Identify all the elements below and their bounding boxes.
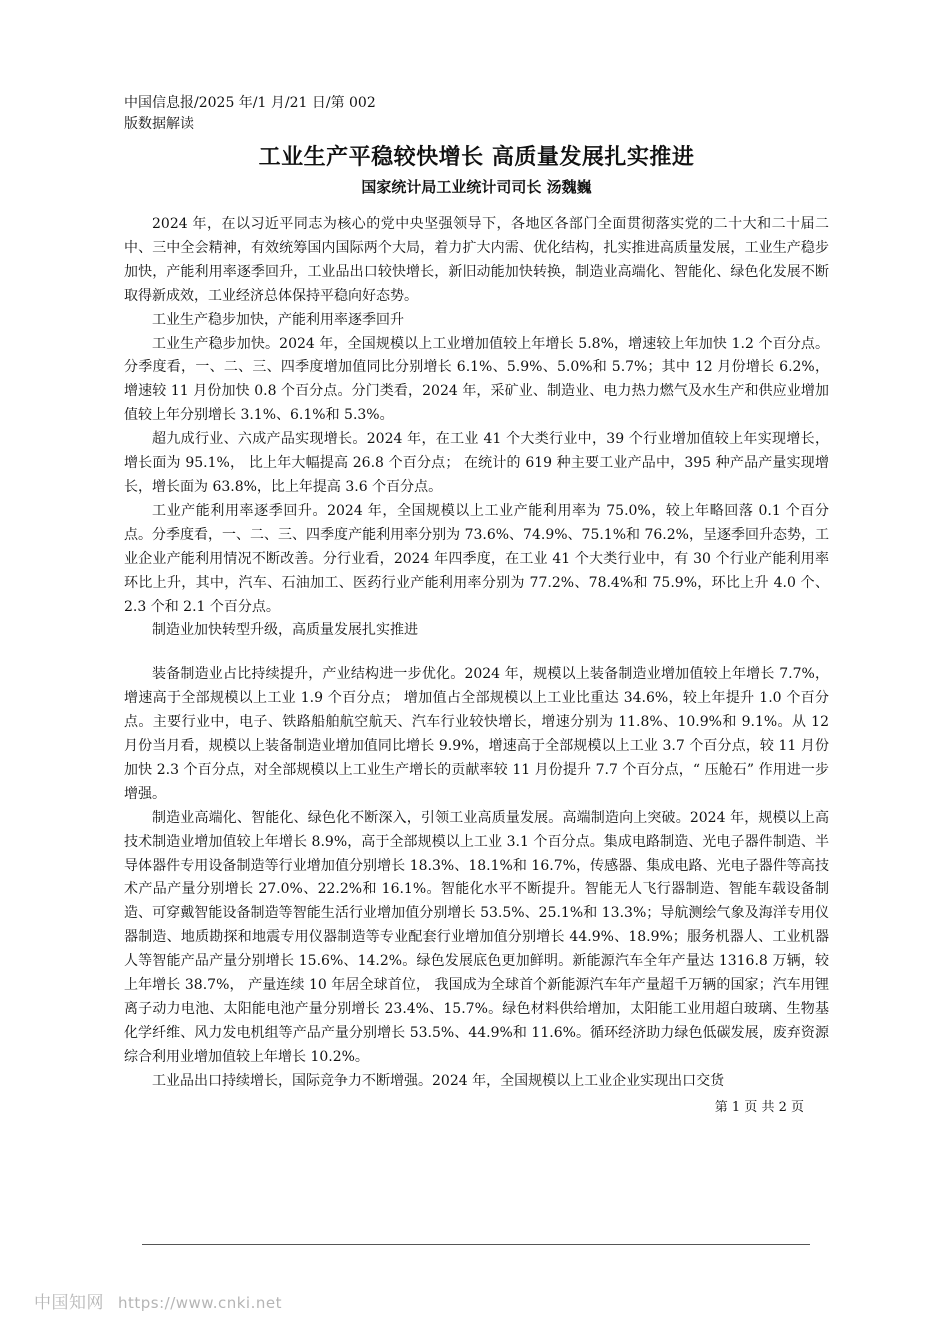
source-line: 中国信息报/2025 年/1 月/21 日/第 002 [124, 95, 376, 111]
cnki-brand: 中国知网 [34, 1293, 104, 1313]
section-heading-2: 制造业加快转型升级，高质量发展扎实推进 [152, 622, 418, 639]
paragraph-industrial-growth: 工业生产稳步加快。2024 年，全国规模以上工业增加值较上年增长 5.8%，增速较上年加快 1.2 个百分点。分季度看，一、二、三、四季度增加值同比分别增长 6.1%、5.9%、5.0%和 5.7%；其中 12 月份增长 6.2%，增速较 11 月份加快 0.8 个百分点。分门类看，2024 年，采矿业、制造业、电力热力燃气及水生产和供应业增加值较上年分别增长 3.1%、6.1%和 5.3%。 [124, 335, 829, 424]
intro-paragraph: 2024 年，在以习近平同志为核心的党中央坚强领导下，各地区各部门全面贯彻落实党的二十大和二十届二中、三中全会精神，有效统筹国内国际两个大局，着力扩大内需、优化结构，扎实推进高质量发展，工业生产稳步加快，产能利用率逐季回升，工业品出口较快增长，新旧动能加快转换，制造业高端化、智能化、绿色化发展不断取得新成效，工业经济总体保持平稳向好态势。 [124, 216, 829, 304]
paragraph-exports: 工业品出口持续增长，国际竞争力不断增强。2024 年，全国规模以上工业企业实现出口交货 [152, 1072, 725, 1089]
paragraph-equipment-manufacturing: 装备制造业占比持续提升，产业结构进一步优化。2024 年，规模以上装备制造业增加值较上年增长 7.7%，增速高于全部规模以上工业 1.9 个百分点； 增加值占全部规模以上工业比重达 34.6%，较上年提升 1.0 个百分点。主要行业中，电子、铁路船舶航空航天、汽车行业较快增长，增速分别为 11.8%、10.9%和 9.1%。从 12 月份当月看，规模以上装备制造业增加值同比增长 9.9%，增速高于全部规模以上工业 3.7 个百分点，较 11 月份加快 2.3 个百分点，对全部规模以上工业生产增长的贡献率较 11 月份提升 7.7 个百分点，“ 压舱石” 作用进一步增强。 [124, 666, 829, 802]
cnki-watermark [34, 1293, 282, 1313]
paragraph-high-end-manufacturing: 制造业高端化、智能化、绿色化不断深入，引领工业高质量发展。高端制造向上突破。2024 年，规模以上高技术制造业增加值较上年增长 8.9%，高于全部规模以上工业 3.1 个百分点。集成电路制造、光电子器件制造、半导体器件专用设备制造等行业增加值分别增长 18.3%、18.1%和 16.7%，传感器、集成电路、光电子器件等高技术产品产量分别增长 27.0%、22.2%和 16.1%。智能化水平不断提升。智能无人飞行器制造、智能车载设备制造、可穿戴智能设备制造等智能生活行业增加值分别增长 53.5%、25.1%和 13.3%；导航测绘气象及海洋专用仪器制造、地质勘探和地震专用仪器制造等专业配套行业增加值分别增长 44.9%、18.9%；服务机器人、工业机器人等智能产品产量分别增长 15.6%、14.2%。绿色发展底色更加鲜明。新能源汽车全年产量达 1316.8 万辆，较上年增长 38.7%， 产量连续 10 年居全球首位， 我国成为全球首个新能源汽车年产量超千万辆的国家；汽车用锂离子动力电池、太阳能电池产量分别增长 23.4%、15.7%。绿色材料供给增加，太阳能工业用超白玻璃、生物基化学纤维、风力发电机组等产品产量分别增长 53.5%、44.9%和 11.6%。循环经济助力绿色低碳发展，废弃资源综合利用业增加值较上年增长 10.2%。 [124, 809, 829, 1065]
paragraph-industry-coverage: 超九成行业、六成产品实现增长。2024 年，在工业 41 个大类行业中，39 个行业增加值较上年实现增长， 增长面为 95.1%， 比上年大幅提高 26.8 个百分点； 在统计的 619 种主要工业产品中，395 种产品产量实现增长，增长面为 63.8%，比上年提高 3.6 个百分点。 [124, 431, 829, 495]
blank-line [124, 643, 829, 663]
section-line: 版数据解读 [124, 116, 194, 132]
paragraph-capacity-utilization: 工业产能利用率逐季回升。2024 年，全国规模以上工业产能利用率为 75.0%，较上年略回落 0.1 个百分点。分季度看，一、二、三、四季度产能利用率分别为 73.6%、74.9%、75.1%和 76.2%，呈逐季回升态势，工业企业产能利用情况不断改善。分行业看，2024 年四季度，在工业 41 个大类行业中，有 30 个行业产能利用率环比上升，其中，汽车、石油加工、医药行业产能利用率分别为 77.2%、78.4%和 75.9%，环比上升 4.0 个、2.3 个和 2.1 个百分点。 [124, 502, 829, 615]
article-title: 工业生产平稳较快增长 高质量发展扎实推进 [258, 145, 695, 170]
page-number: 第 1 页 共 2 页 [714, 1100, 804, 1115]
footer-divider [142, 1244, 810, 1245]
article-author: 国家统计局工业统计司司长 汤魏巍 [361, 178, 592, 196]
section-heading-1: 工业生产稳步加快，产能利用率逐季回升 [152, 311, 404, 328]
document-page [124, 93, 829, 1094]
cnki-url: https://www.cnki.net [118, 1294, 282, 1312]
